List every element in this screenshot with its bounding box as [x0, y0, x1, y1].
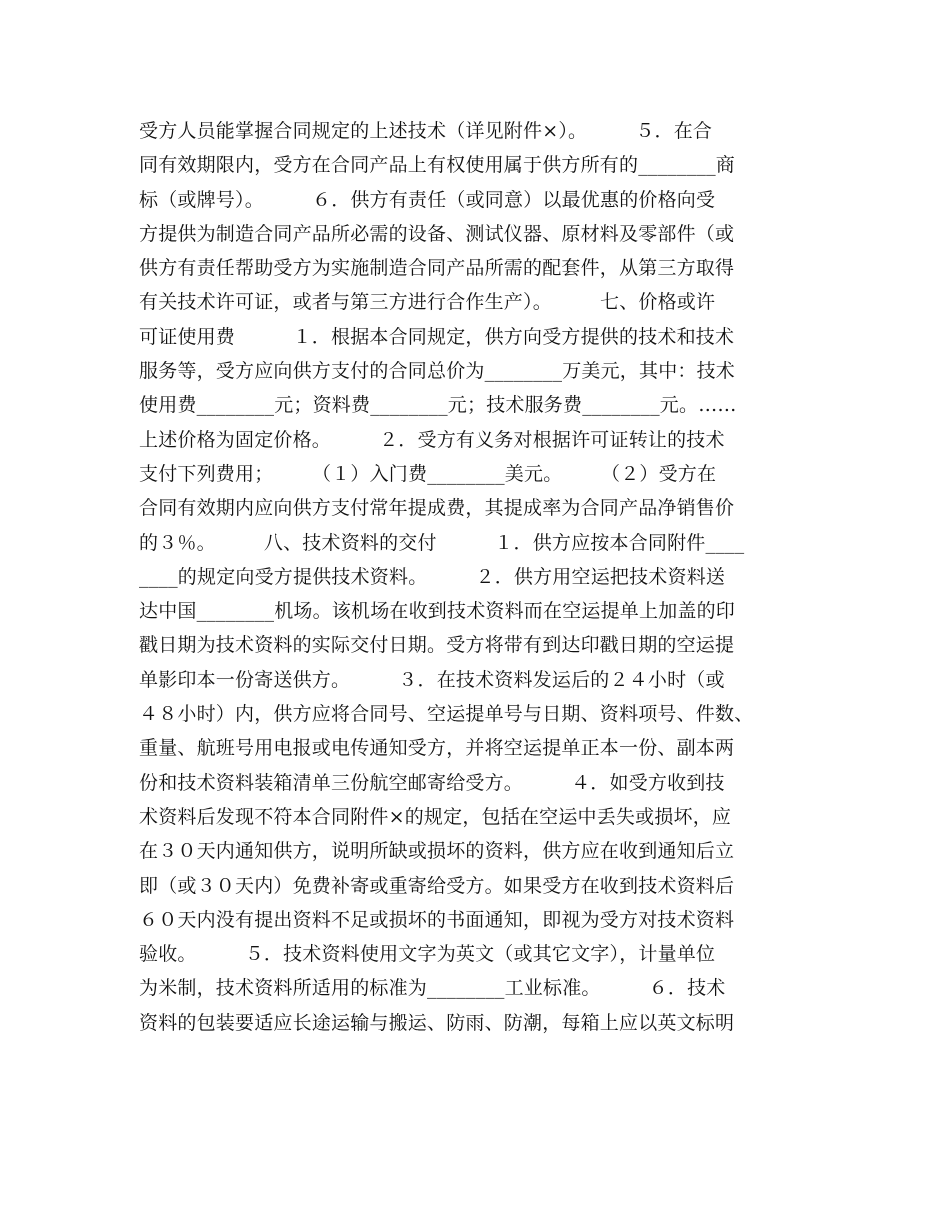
text-line: 术资料后发现不符本合同附件×的规定，包括在空运中丢失或损坏，应: [139, 805, 732, 828]
text-line: 使用费________元；资料费________元；技术服务费________元。……: [139, 394, 737, 417]
text-line: 上述价格为固定价格。 ２．受方有义务对根据许可证转让的技术: [139, 428, 725, 451]
text-line: 方提供为制造合同产品所必需的设备、测试仪器、原材料及零部件（或: [139, 222, 735, 245]
text-line: 标（或牌号）。 ６．供方有责任（或同意）以最优惠的价格向受: [139, 188, 716, 211]
text-line: 验收。 ５．技术资料使用文字为英文（或其它文字），计量单位: [139, 943, 716, 966]
text-line: 达中国________机场。该机场在收到技术资料而在空运提单上加盖的印: [139, 600, 736, 623]
text-line: 在３０天内通知供方，说明所缺或损坏的资料，供方应在收到通知后立: [139, 840, 735, 863]
text-line: 份和技术资料装箱清单三份航空邮寄给受方。 ４．如受方收到技: [139, 771, 725, 794]
text-line: 合同有效期内应向供方支付常年提成费，其提成率为合同产品净销售价: [139, 497, 735, 520]
text-line: ４８小时）内，供方应将合同号、空运提单号与日期、资料项号、件数、: [139, 703, 754, 726]
text-line: 服务等，受方应向供方支付的合同总价为________万美元，其中：技术: [139, 360, 736, 383]
text-line: 的３％。 八、技术资料的交付 １．供方应按本合同附件____: [139, 531, 745, 554]
text-line: 重量、航班号用电报或电传通知受方，并将空运提单正本一份、副本两: [139, 737, 735, 760]
text-line: 为米制，技术资料所适用的标准为________工业标准。 ６．技术: [139, 977, 726, 1000]
text-line: 支付下列费用； （１）入门费________美元。 （２）受方在: [139, 462, 717, 485]
text-line: ６０天内没有提出资料不足或损坏的书面通知，即视为受方对技术资料: [139, 908, 735, 931]
text-line: 供方有责任帮助受方为实施制造合同产品所需的配套件，从第三方取得: [139, 257, 735, 280]
text-line: 可证使用费 １．根据本合同规定，供方向受方提供的技术和技术: [139, 325, 735, 348]
text-line: 受方人员能掌握合同规定的上述技术（详见附件×）。 ５．在合: [139, 120, 713, 142]
contract-body-text: [139, 114, 839, 1040]
text-line: 戳日期为技术资料的实际交付日期。受方将带有到达印戳日期的空运提: [139, 634, 735, 657]
text-line: 即（或３０天内）免费补寄或重寄给受方。如果受方在收到技术资料后: [139, 874, 735, 897]
text-line: 资料的包装要适应长途运输与搬运、防雨、防潮，每箱上应以英文标明: [139, 1011, 735, 1034]
text-line: 同有效期限内，受方在合同产品上有权使用属于供方所有的________商: [139, 154, 736, 177]
text-line: 有关技术许可证，或者与第三方进行合作生产）。 七、价格或许: [139, 291, 716, 314]
text-line: ____的规定向受方提供技术资料。 ２．供方用空运把技术资料送: [139, 565, 726, 588]
text-line: 单影印本一份寄送供方。 ３．在技术资料发运后的２４小时（或: [139, 668, 725, 691]
